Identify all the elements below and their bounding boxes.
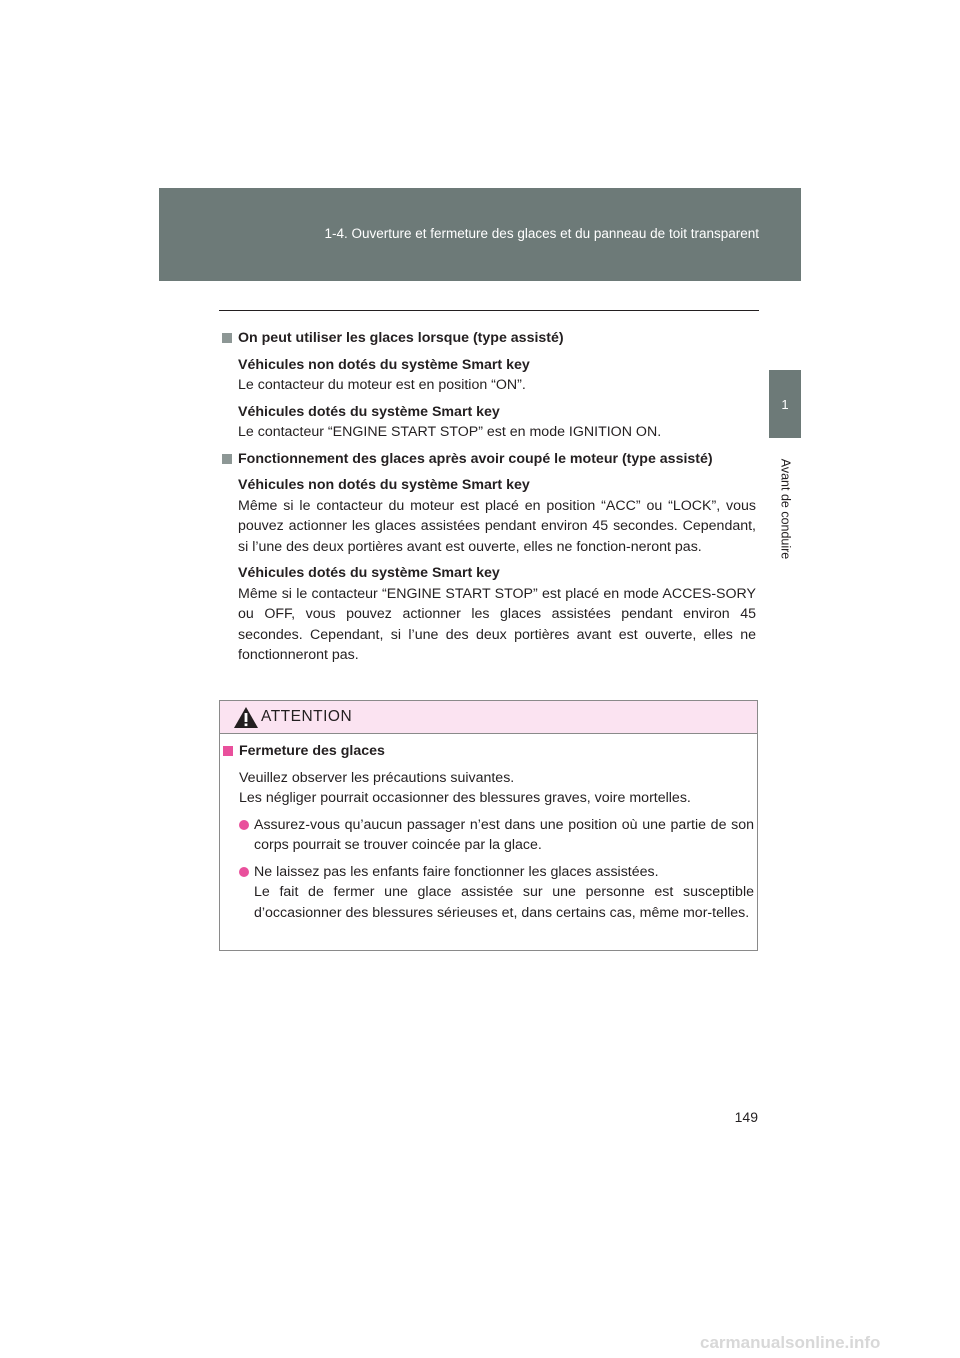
sub-item bbox=[238, 563, 756, 666]
circle-bullet-icon bbox=[239, 820, 249, 830]
sub-item bbox=[238, 355, 756, 396]
warning-bullet: Assurez-vous qu’aucun passager n’est dans une position où une partie de son corps pourrait se trouver coincée par la glace. bbox=[239, 815, 754, 856]
sub-title: Véhicules non dotés du système Smart key bbox=[238, 477, 530, 493]
warning-intro: Veuillez observer les précautions suivantes. Les négliger pourrait occasionner des blessures graves, voire mortelles. bbox=[239, 769, 691, 806]
sub-text: Le contacteur “ENGINE START STOP” est en mode IGNITION ON. bbox=[238, 424, 662, 440]
sub-title: Véhicules dotés du système Smart key bbox=[238, 565, 500, 581]
chapter-label-text: Avant de conduire bbox=[778, 458, 793, 560]
sub-text: Le contacteur du moteur est en position “ON”. bbox=[238, 377, 526, 393]
square-bullet-icon bbox=[222, 333, 232, 343]
section-title: 1-4. Ouverture et fermeture des glaces et du panneau de toit transparent bbox=[324, 226, 759, 241]
watermark: carmanualsonline.info bbox=[700, 1333, 881, 1352]
sub-item bbox=[238, 475, 756, 557]
warning-header bbox=[220, 701, 757, 734]
section-operation-conditions bbox=[222, 328, 756, 443]
chapter-label bbox=[769, 448, 801, 570]
sub-text: Même si le contacteur du moteur est placé en position “ACC” ou “LOCK”, vous pouvez actionner les glaces assistées pendant environ 45 secondes. Cependant, si l’une des deux portières avant est ouverte, elles ne fonction-neront pas. bbox=[238, 497, 756, 555]
sub-text: Même si le contacteur “ENGINE START STOP” est placé en mode ACCES-SORY ou OFF, vous pouvez actionner les glaces assistées pendant environ 45 secondes. Cependant, si l’une des deux portières avant est ouverte, elles ne fonctionneront pas. bbox=[238, 585, 756, 663]
top-rule bbox=[219, 310, 759, 311]
main-content bbox=[222, 328, 756, 672]
sub-item bbox=[238, 402, 756, 443]
warning-box bbox=[219, 700, 758, 951]
warning-triangle-icon bbox=[233, 706, 259, 729]
sub-title: Véhicules non dotés du système Smart key bbox=[238, 356, 530, 373]
circle-bullet-icon bbox=[239, 867, 249, 877]
square-bullet-icon bbox=[223, 746, 233, 756]
section-heading: Fonctionnement des glaces après avoir coupé le moteur (type assisté) bbox=[222, 449, 756, 470]
page-number: 149 bbox=[734, 1109, 758, 1125]
sub-title: Véhicules dotés du système Smart key bbox=[238, 403, 500, 420]
section-heading: On peut utiliser les glaces lorsque (type assisté) bbox=[222, 328, 756, 349]
chapter-number: 1 bbox=[781, 396, 789, 412]
warning-body bbox=[223, 741, 754, 929]
warning-bullet: Ne laissez pas les enfants faire fonctionner les glaces assistées. Le fait de fermer une glace assistée sur une personne est susceptible d’occasionner des blessures sérieuses et, dans certains cas, même mor-telles. bbox=[239, 862, 754, 924]
header-band bbox=[159, 188, 801, 281]
square-bullet-icon bbox=[222, 454, 232, 464]
section-after-engine-off bbox=[222, 449, 756, 666]
warning-title: ATTENTION bbox=[261, 708, 353, 725]
chapter-tab bbox=[769, 370, 801, 438]
warning-heading: Fermeture des glaces bbox=[223, 741, 754, 762]
